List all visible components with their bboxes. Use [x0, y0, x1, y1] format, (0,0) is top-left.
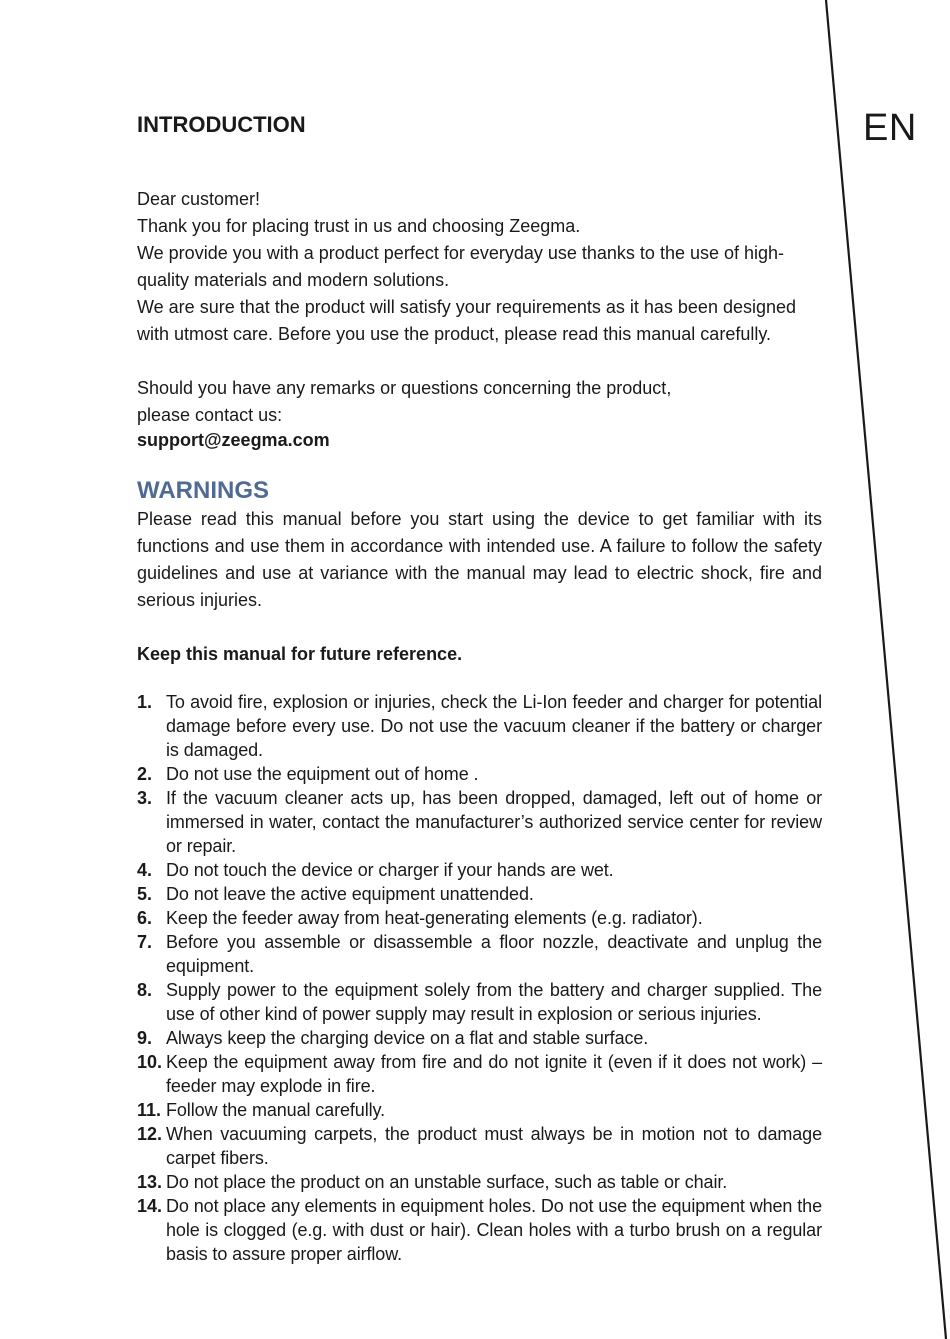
intro-paragraph-2: We provide you with a product perfect for everyday use thanks to the use of high-quality materials and modern solutions.	[137, 243, 785, 290]
list-item-text: Follow the manual carefully.	[166, 1100, 385, 1120]
list-item-text: When vacuuming carpets, the product must always be in motion not to damage carpet fibers.	[166, 1124, 822, 1168]
list-item	[137, 1122, 822, 1170]
list-item-text: Before you assemble or disassemble a floor nozzle, deactivate and unplug the equipment.	[166, 932, 822, 976]
list-item-text: Do not touch the device or charger if your hands are wet.	[166, 860, 614, 880]
list-item-text: Keep the equipment away from fire and do not ignite it (even if it does not work) – feeder may explode in fire.	[166, 1052, 822, 1096]
list-item-number: 7.	[137, 932, 153, 952]
list-item-number: 5.	[137, 884, 153, 904]
list-item-number: 11.	[137, 1100, 162, 1120]
warnings-list	[137, 690, 822, 1266]
contact-block	[137, 375, 822, 451]
list-item	[137, 882, 822, 906]
list-item-number: 9.	[137, 1028, 153, 1048]
list-item-number: 13.	[137, 1172, 163, 1192]
language-tag: EN	[863, 107, 917, 149]
list-item-number: 2.	[137, 764, 153, 784]
list-item-text: Do not place any elements in equipment holes. Do not use the equipment when the hole is clogged (e.g. with dust or hair). Clean holes with a turbo brush on a regular basis to assure proper airflow.	[166, 1196, 822, 1264]
list-item	[137, 1050, 822, 1098]
list-item-number: 1.	[137, 692, 153, 712]
list-item-number: 4.	[137, 860, 153, 880]
warnings-intro: Please read this manual before you start using the device to get familiar with its functions and use them in accordance with intended use. A failure to follow the safety guidelines and use at variance with the manual may lead to electric shock, fire and serious injuries.	[137, 509, 822, 610]
contact-line-1: Should you have any remarks or questions concerning the product,	[137, 378, 672, 398]
list-item-text: Do not use the equipment out of home .	[166, 764, 479, 784]
list-item-text: Do not place the product on an unstable surface, such as table or chair.	[166, 1172, 728, 1192]
list-item	[137, 786, 822, 858]
list-item	[137, 930, 822, 978]
list-item	[137, 1170, 822, 1194]
introduction-title: INTRODUCTION	[137, 112, 306, 137]
list-item	[137, 906, 822, 930]
intro-paragraph-1: Thank you for placing trust in us and choosing Zeegma.	[137, 216, 581, 236]
list-item-number: 8.	[137, 980, 153, 1000]
list-item-text: Supply power to the equipment solely from the battery and charger supplied. The use of other kind of power supply may result in explosion or serious injuries.	[166, 980, 822, 1024]
list-item	[137, 762, 822, 786]
list-item-text: Do not leave the active equipment unattended.	[166, 884, 534, 904]
list-item-number: 14.	[137, 1196, 163, 1216]
list-item-text: Keep the feeder away from heat-generating elements (e.g. radiator).	[166, 908, 703, 928]
list-item	[137, 858, 822, 882]
list-item	[137, 1026, 822, 1050]
list-item	[137, 690, 822, 762]
list-item	[137, 978, 822, 1026]
list-item	[137, 1194, 822, 1266]
list-item-text: Always keep the charging device on a flat and stable surface.	[166, 1028, 649, 1048]
support-email: support@zeegma.com	[137, 430, 330, 450]
list-item-number: 3.	[137, 788, 153, 808]
intro-paragraph-3: We are sure that the product will satisfy your requirements as it has been designed with utmost care. Before you use the product, please read this manual carefully.	[137, 297, 797, 344]
list-item-text: If the vacuum cleaner acts up, has been dropped, damaged, left out of home or immersed in water, contact the manufacturer’s authorized service center for review or repair.	[166, 788, 822, 856]
manual-content	[137, 110, 822, 1266]
greeting: Dear customer!	[137, 189, 261, 209]
contact-line-2: please contact us:	[137, 405, 283, 425]
list-item-text: To avoid fire, explosion or injuries, check the Li-Ion feeder and charger for potential damage before every use. Do not use the vacuum cleaner if the battery or charger is damaged.	[166, 692, 822, 760]
list-item-number: 6.	[137, 908, 153, 928]
keep-manual-note: Keep this manual for future reference.	[137, 644, 463, 664]
list-item	[137, 1098, 822, 1122]
list-item-number: 12.	[137, 1124, 163, 1144]
warnings-title: WARNINGS	[137, 477, 269, 504]
list-item-number: 10.	[137, 1052, 163, 1072]
introduction-body	[137, 186, 822, 348]
